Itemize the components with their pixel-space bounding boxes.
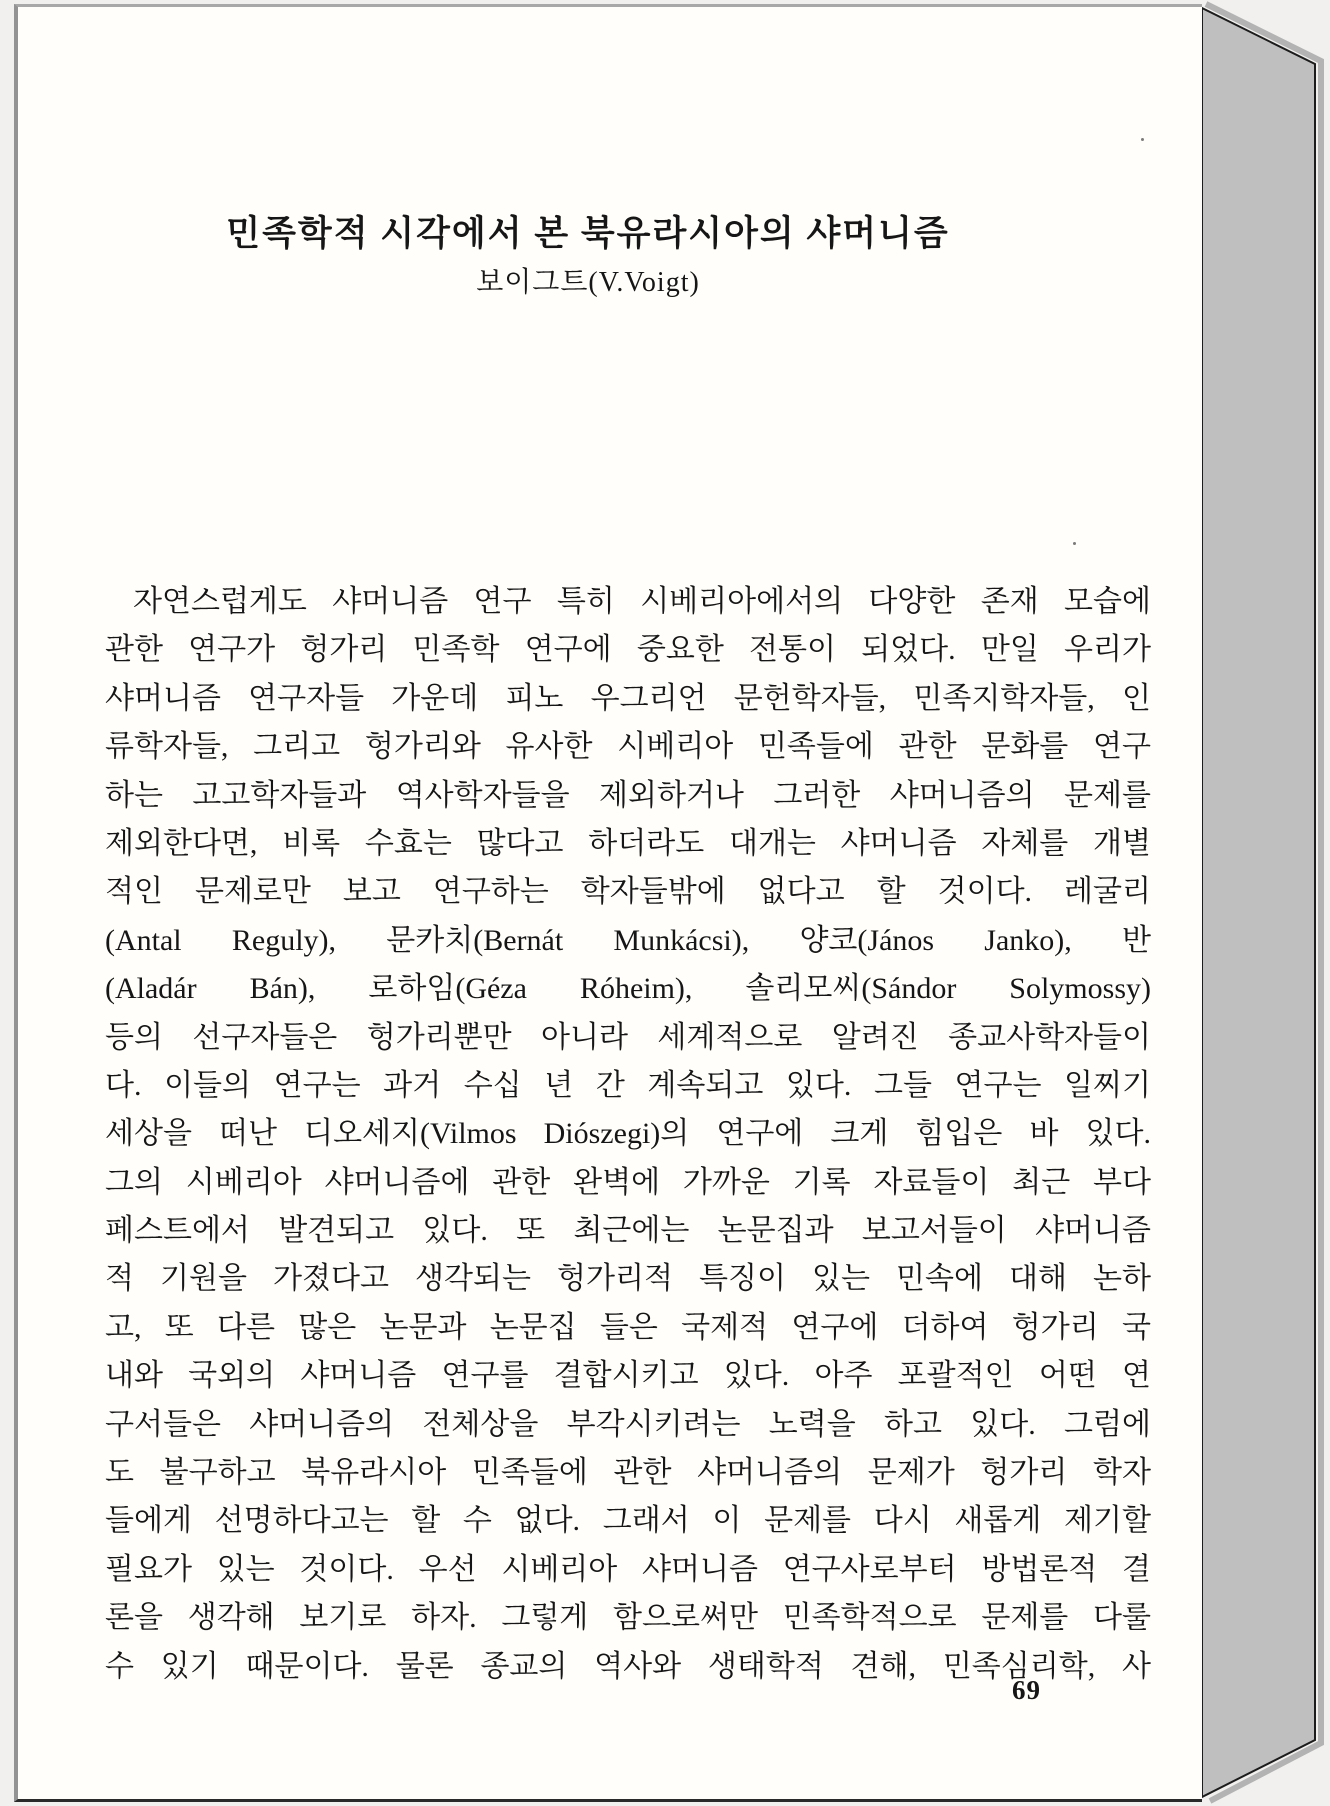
body-line: 구서들은 샤머니즘의 전체상을 부각시키려는 노력을 하고 있다. 그럼에 xyxy=(105,1407,1151,1441)
body-paragraph xyxy=(105,578,1151,1691)
body-line: 샤머니즘 연구자들 가운데 피노 우그리언 문헌학자들, 민족지학자들, 인 xyxy=(105,681,1151,715)
body-line: 하는 고고학자들과 역사학자들을 제외하거나 그러한 샤머니즘의 문제를 xyxy=(105,778,1151,812)
body-line: 도 불구하고 북유라시아 민족들에 관한 샤머니즘의 문제가 헝가리 학자 xyxy=(105,1456,1151,1490)
body-line: (Aladár Bán), 로하임(Géza Róheim), 솔리모씨(Sándor Solymossy) xyxy=(105,972,1151,1006)
body-line: 론을 생각해 보기로 하자. 그렇게 함으로써만 민족학적으로 문제를 다룰 xyxy=(105,1601,1151,1635)
body-line: (Antal Reguly), 문카치(Bernát Munkácsi), 양코(János Janko), 반 xyxy=(105,923,1151,957)
scan-speck xyxy=(1141,138,1144,141)
body-line: 수 있기 때문이다. 물론 종교의 역사와 생태학적 견해, 민족심리학, 사 xyxy=(105,1649,1151,1683)
body-line: 내와 국외의 샤머니즘 연구를 결합시키고 있다. 아주 포괄적인 어떤 연 xyxy=(105,1359,1151,1393)
book-page xyxy=(14,4,1202,1802)
body-line: 들에게 선명하다고는 할 수 없다. 그래서 이 문제를 다시 새롭게 제기할 xyxy=(105,1504,1151,1538)
page-number: 69 xyxy=(1012,1675,1041,1705)
page-title: 민족학적 시각에서 본 북유라시아의 샤머니즘 xyxy=(226,214,950,254)
body-line: 류학자들, 그리고 헝가리와 유사한 시베리아 민족들에 관한 문화를 연구 xyxy=(105,730,1151,764)
body-line: 관한 연구가 헝가리 민족학 연구에 중요한 전통이 되었다. 만일 우리가 xyxy=(105,633,1151,667)
author-line: 보이그트(V.Voigt) xyxy=(476,267,700,298)
body-line: 페스트에서 발견되고 있다. 또 최근에는 논문집과 보고서들이 샤머니즘 xyxy=(105,1214,1151,1248)
body-line: 세상을 떠난 디오세지(Vilmos Diószegi)의 연구에 크게 힘입은 바 있다. xyxy=(105,1117,1151,1151)
body-line: 적인 문제로만 보고 연구하는 학자들밖에 없다고 할 것이다. 레굴리 xyxy=(105,875,1151,909)
body-line: 고, 또 다른 많은 논문과 논문집 들은 국제적 연구에 더하여 헝가리 국 xyxy=(105,1310,1151,1344)
body-line: 그의 시베리아 샤머니즘에 관한 완벽에 가까운 기록 자료들이 최근 부다 xyxy=(105,1165,1151,1199)
body-line: 다. 이들의 연구는 과거 수십 년 간 계속되고 있다. 그들 연구는 일찌기 xyxy=(105,1068,1151,1102)
body-line: 제외한다면, 비록 수효는 많다고 하더라도 대개는 샤머니즘 자체를 개별 xyxy=(105,826,1151,860)
body-line: 적 기원을 가졌다고 생각되는 헝가리적 특징이 있는 민속에 대해 논하 xyxy=(105,1262,1151,1296)
body-line: 필요가 있는 것이다. 우선 시베리아 샤머니즘 연구사로부터 방법론적 결 xyxy=(105,1552,1151,1586)
scan-speck xyxy=(1073,542,1076,545)
body-line: 자연스럽게도 샤머니즘 연구 특히 시베리아에서의 다양한 존재 모습에 xyxy=(133,585,1151,618)
book-spine-edge xyxy=(1202,0,1330,1806)
spine-face xyxy=(1202,8,1315,1797)
body-line: 등의 선구자들은 헝가리뿐만 아니라 세계적으로 알려진 종교사학자들이 xyxy=(105,1020,1151,1054)
